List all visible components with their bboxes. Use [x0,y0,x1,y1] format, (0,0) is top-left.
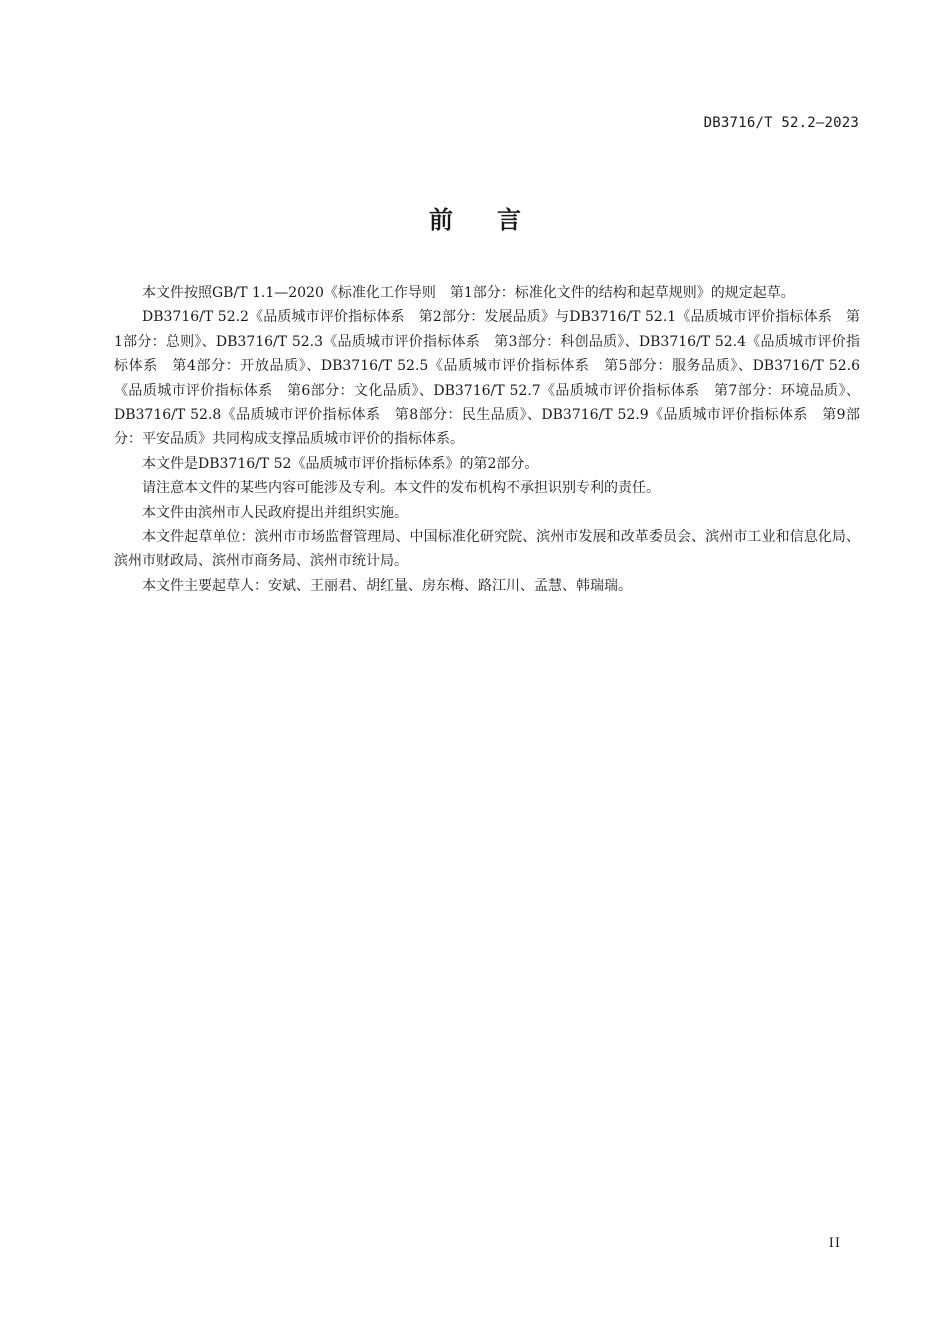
page-number: II [828,1236,841,1251]
foreword-body [114,281,860,598]
paragraph-drafters: 本文件主要起草人：安斌、王丽君、胡红量、房东梅、路江川、孟慧、韩瑞瑞。 [142,577,632,594]
page-title [0,200,950,235]
paragraph-drafting-rules: 本文件按照GB/T 1.1—2020《标准化工作导则 第1部分：标准化文件的结构和起草规则》的规定起草。 [142,285,795,301]
paragraph-drafting-units: 本文件起草单位：滨州市市场监督管理局、中国标准化研究院、滨州市发展和改革委员会、滨州市工业和信息化局、滨州市财政局、滨州市商务局、滨州市统计局。 [114,529,860,570]
document-code: DB3716/T 52.2—2023 [703,115,859,131]
paragraph-proposer: 本文件由滨州市人民政府提出并组织实施。 [142,504,408,521]
paragraph-patent-notice: 请注意本文件的某些内容可能涉及专利。本文件的发布机构不承担识别专利的责任。 [142,480,660,497]
paragraph-series-relation: DB3716/T 52.2《品质城市评价指标体系 第2部分：发展品质》与DB3716/T 52.1《品质城市评价指标体系 第1部分：总则》、DB3716/T 52.3《品质城市评价指标体系 第3部分：科创品质》、DB3716/T 52.4《品质城市评价指标体系 第4部分：开放品质》、DB3716/T 52.5《品质城市评价指标体系 第5部分：服务品质》、DB3716/T 52.6《品质城市评价指标体系 第6部分：文化品质》、DB3716/T 52.7《品质城市评价指标体系 第7部分：环境品质》、DB3716/T 52.8《品质城市评价指标体系 第8部分：民生品质》、DB3716/T 52.9《品质城市评价指标体系 第9部分：平安品质》共同构成支撑品质城市评价的指标体系。 [114,309,860,448]
title-char-2: 言 [497,206,521,234]
title-char-1: 前 [429,206,453,234]
paragraph-part-statement: 本文件是DB3716/T 52《品质城市评价指标体系》的第2部分。 [142,455,539,472]
